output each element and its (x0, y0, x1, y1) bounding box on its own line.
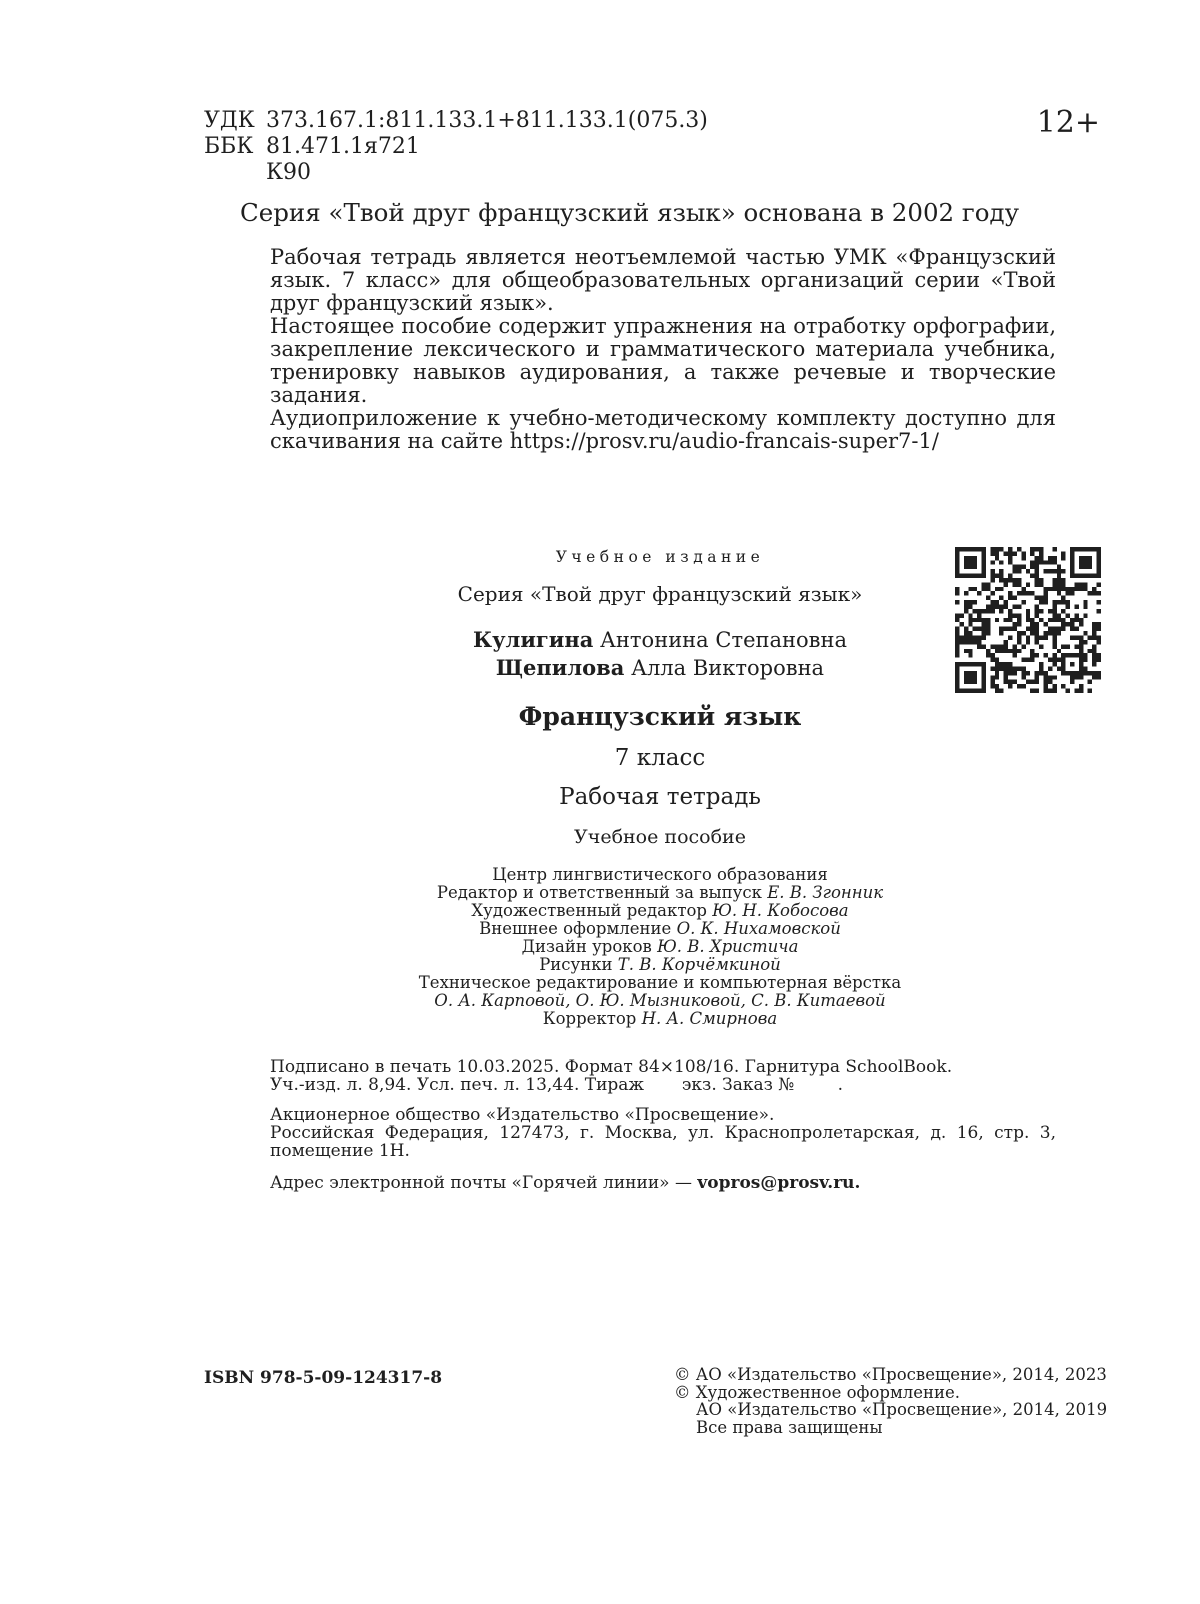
grade: 7 класс (614, 745, 706, 771)
credits-drawings (300, 956, 1020, 974)
credits-proof (300, 1010, 1020, 1028)
workbook-label: Рабочая тетрадь (559, 784, 761, 810)
edition-label: Учебное издание (555, 548, 765, 566)
credits-editor (300, 884, 1020, 902)
hotline-email (270, 1174, 860, 1192)
udk-value: 373.167.1:811.133.1+811.133.1(075.3) (266, 108, 708, 133)
manual-type: Учебное пособие (574, 826, 746, 848)
udk-row (204, 108, 708, 134)
author-2-name: Алла Викторовна (631, 656, 825, 680)
copyright-line-3: АО «Издательство «Просвещение», 2014, 2019 (696, 1400, 1108, 1419)
author-mark: К90 (266, 160, 312, 185)
tech-names: О. А. Карповой, О. Ю. Мызниковой, С. В. Китаевой (434, 991, 886, 1010)
credits-art-editor (300, 902, 1020, 920)
bbk-label: ББК (204, 134, 254, 159)
isbn: ISBN 978-5-09-124317-8 (204, 1368, 443, 1388)
copyright (674, 1366, 1107, 1436)
print-info (270, 1058, 1056, 1094)
email-label: Адрес электронной почты «Горячей линии» — (270, 1173, 692, 1193)
annotation-p2: Настоящее пособие содержит упражнения на отработку орфографии, закрепление лексического и грамматического материала учебника, тренировку навыков аудирования, а также речевые и творческие задания. (270, 314, 1056, 407)
publisher-info (270, 1106, 1056, 1160)
proof-role: Корректор (542, 1009, 637, 1028)
credits-design (300, 920, 1020, 938)
bbk-row (204, 134, 708, 160)
author-2-surname: Щепилова (495, 655, 625, 680)
qr-code-icon (955, 547, 1101, 693)
series-founded: Серия «Твой друг французский язык» основана в 2002 году (240, 198, 1019, 227)
annotation (270, 246, 1056, 453)
author-1-surname: Кулигина (472, 627, 594, 652)
author-mark-row (204, 160, 708, 186)
print-line-2: Уч.-изд. л. 8,94. Усл. печ. л. 13,44. Тираж экз. Заказ № . (270, 1075, 844, 1095)
design-name: О. К. Нихамовской (676, 919, 841, 938)
authors (330, 626, 990, 682)
publisher-line-1: Акционерное общество «Издательство «Просвещение». (270, 1105, 775, 1125)
author-1-name: Антонина Степановна (600, 628, 847, 652)
udk-label: УДК (204, 108, 255, 133)
credits (300, 866, 1020, 1028)
credits-lessons (300, 938, 1020, 956)
copyright-line-4: Все права защищены (696, 1417, 883, 1437)
lessons-name: Ю. В. Христича (657, 937, 799, 956)
design-role: Внешнее оформление (479, 919, 672, 938)
annotation-p3: Аудиоприложение к учебно-методическому комплекту доступно для скачивания на сайте https://prosv.ru/audio-francais-super7-1/ (270, 406, 1056, 453)
editor-name: Е. В. Згонник (767, 883, 884, 902)
credits-tech: Техническое редактирование и компьютерная вёрстка (418, 973, 902, 992)
series-name: Серия «Твой друг французский язык» (457, 582, 863, 606)
drawings-name: Т. В. Корчёмкиной (617, 955, 781, 974)
email-address: vopros@prosv.ru. (697, 1173, 861, 1193)
age-rating: 12+ (1036, 105, 1100, 140)
copyright-line-2: © Художественное оформление. (674, 1382, 961, 1402)
publisher-line-2: Российская Федерация, 127473, г. Москва, ул. Краснопролетарская, д. 16, стр. 3, помещение 1Н. (270, 1123, 1056, 1161)
author-2 (330, 654, 990, 682)
copyright-line-1: © АО «Издательство «Просвещение», 2014, 2023 (674, 1365, 1107, 1384)
art-editor-role: Художественный редактор (471, 901, 707, 920)
credits-center: Центр лингвистического образования (492, 865, 828, 884)
proof-name: Н. А. Смирнова (641, 1009, 778, 1028)
library-codes (204, 108, 708, 186)
editor-role: Редактор и ответственный за выпуск (436, 883, 762, 902)
annotation-p1: Рабочая тетрадь является неотъемлемой частью УМК «Французский язык. 7 класс» для общеобразовательных организаций серии «Твой друг французский язык». (270, 245, 1056, 315)
drawings-role: Рисунки (539, 955, 613, 974)
credits-tech-names (300, 992, 1020, 1010)
art-editor-name: Ю. Н. Кобосова (712, 901, 849, 920)
bbk-value: 81.471.1я721 (266, 134, 420, 159)
author-1 (330, 626, 990, 654)
print-line-1: Подписано в печать 10.03.2025. Формат 84×108/16. Гарнитура SchoolBook. (270, 1057, 953, 1077)
lessons-role: Дизайн уроков (521, 937, 652, 956)
book-title: Французский язык (518, 702, 802, 731)
